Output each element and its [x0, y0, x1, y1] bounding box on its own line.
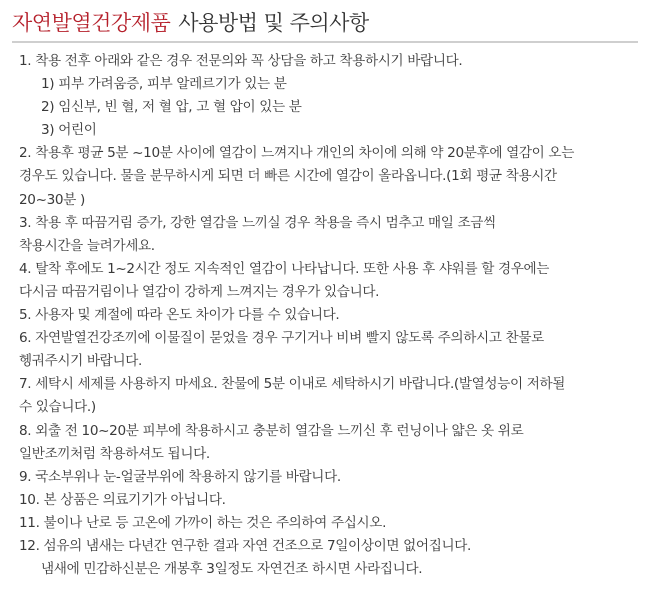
instruction-line: 착용시간을 늘려가세요.: [19, 237, 155, 254]
instruction-line: 10. 본 상품은 의료기기가 아닙니다.: [19, 491, 226, 508]
instruction-line: 9. 국소부위나 눈-얼굴부위에 착용하지 않기를 바랍니다.: [19, 468, 341, 485]
instruction-line: 3. 착용 후 따끔거림 증가, 강한 열감을 느끼실 경우 착용을 즉시 멈추고 매일 조금씩: [19, 214, 496, 231]
instruction-line: 수 있습니다.): [19, 399, 96, 416]
page-title: [12, 8, 369, 38]
instruction-line: 냄새에 민감하신분은 개봉후 3일정도 자연건조 하시면 사라집니다.: [41, 561, 423, 578]
instruction-line: 7. 세탁시 세제를 사용하지 마세요. 찬물에 5분 이내로 세탁하시기 바랍니다.(발열성능이 저하될: [19, 376, 566, 393]
title-product-name: 자연발열건강제품: [12, 11, 171, 35]
instruction-line: 8. 외출 전 10~20분 피부에 착용하시고 충분히 열감을 느끼신 후 런닝이나 얇은 옷 위로: [19, 422, 524, 439]
instruction-line: 2) 임신부, 빈 혈, 저 혈 압, 고 혈 압이 있는 분: [41, 99, 302, 116]
instruction-line: 4. 탈착 후에도 1~2시간 정도 지속적인 열감이 나타납니다. 또한 사용 후 샤워를 할 경우에는: [19, 260, 550, 277]
instruction-line: 20~30분 ): [19, 191, 85, 208]
instruction-line: 헹궈주시기 바랍니다.: [19, 353, 142, 370]
instructions-list: [19, 50, 643, 581]
instruction-line: 경우도 있습니다. 물을 분무하시게 되면 더 빠른 시간에 열감이 올라옵니다.(1회 평균 착용시간: [19, 168, 557, 185]
instruction-line: 11. 불이나 난로 등 고온에 가까이 하는 것은 주의하여 주십시오.: [19, 514, 387, 531]
instruction-line: 1) 피부 가려움증, 피부 알레르기가 있는 분: [41, 76, 287, 93]
instruction-line: 다시금 따끔거림이나 열감이 강하게 느껴지는 경우가 있습니다.: [19, 283, 380, 300]
instruction-line: 1. 착용 전후 아래와 같은 경우 전문의와 꼭 상담을 하고 착용하시기 바랍니다.: [19, 53, 463, 69]
instruction-line: 12. 섬유의 냄새는 다년간 연구한 결과 자연 건조으로 7일이상이면 없어집니다.: [19, 537, 472, 554]
title-heading: 사용방법 및 주의사항: [178, 11, 369, 35]
instruction-line: 3) 어린이: [41, 122, 97, 139]
instruction-line: 5. 사용자 및 계절에 따라 온도 차이가 다를 수 있습니다.: [19, 307, 340, 324]
instruction-line: 6. 자연발열건강조끼에 이물질이 묻었을 경우 구기거나 비벼 빨지 않도록 주의하시고 찬물로: [19, 330, 544, 347]
instruction-line: 2. 착용후 평균 5분 ~10분 사이에 열감이 느껴지나 개인의 차이에 의해 약 20분후에 열감이 오는: [19, 145, 574, 162]
instruction-line: 일반조끼처럼 착용하셔도 됩니다.: [19, 445, 210, 462]
title-divider: [12, 41, 638, 43]
